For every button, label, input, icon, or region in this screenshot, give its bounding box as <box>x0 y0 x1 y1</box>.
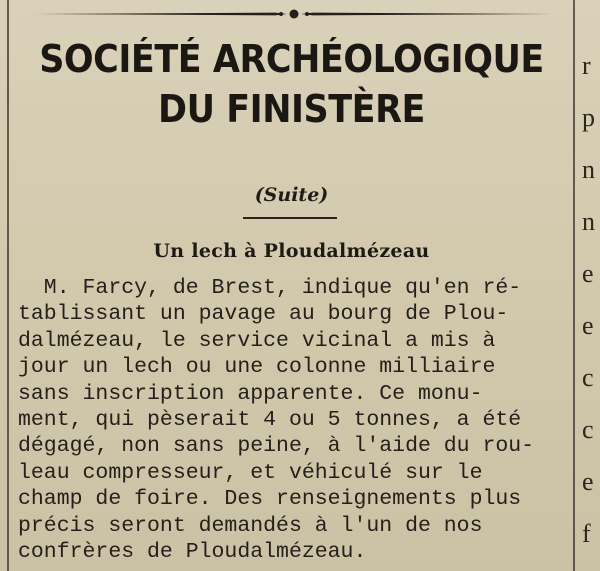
article-body <box>18 275 568 565</box>
neighbor-fragment: e <box>582 311 594 340</box>
decorative-rule-ornament <box>35 8 553 20</box>
neighbor-column-edge <box>582 40 600 571</box>
body-line: confrères de Ploudalmézeau. <box>18 540 367 565</box>
headline-line-1: SOCIÉTÉ ARCHÉOLOGIQUE <box>39 37 544 81</box>
neighbor-fragment: e <box>582 259 594 288</box>
body-line: dégagé, non sans peine, à l'aide du rou- <box>18 434 535 459</box>
section-divider <box>243 217 337 219</box>
neighbor-fragment: n <box>582 207 595 236</box>
body-line: champ de foire. Des renseignements plus <box>18 487 522 512</box>
body-line: M. Farcy, de Brest, indique qu'en ré- <box>18 276 522 300</box>
neighbor-fragment: p <box>582 103 595 132</box>
neighbor-fragment: f <box>582 519 591 548</box>
body-line: ment, qui pèserait 4 ou 5 tonnes, a été <box>18 408 522 433</box>
neighbor-fragment: r <box>582 51 591 80</box>
neighbor-fragment: c <box>582 415 594 444</box>
body-line: jour un lech ou une colonne milliaire <box>18 355 496 380</box>
neighbor-fragment: n <box>582 155 595 184</box>
neighbor-fragment: c <box>582 363 594 392</box>
continuation-label: (Suite) <box>254 184 329 206</box>
body-line: leau compresseur, et véhiculé sur le <box>18 460 483 485</box>
body-line: tablissant un pavage au bourg de Plou- <box>18 302 509 327</box>
article-subheading: Un lech à Ploudalmézeau <box>153 240 430 262</box>
headline-line-2: DU FINISTÈRE <box>158 87 425 131</box>
left-column-rule <box>7 0 9 571</box>
neighbor-fragment: e <box>582 467 594 496</box>
right-column-rule <box>573 0 575 571</box>
body-line: sans inscription apparente. Ce monu- <box>18 381 483 406</box>
body-line: précis seront demandés à l'un de nos <box>18 513 483 538</box>
body-line: dalmézeau, le service vicinal a mis à <box>18 328 496 353</box>
article-headline <box>33 34 551 134</box>
